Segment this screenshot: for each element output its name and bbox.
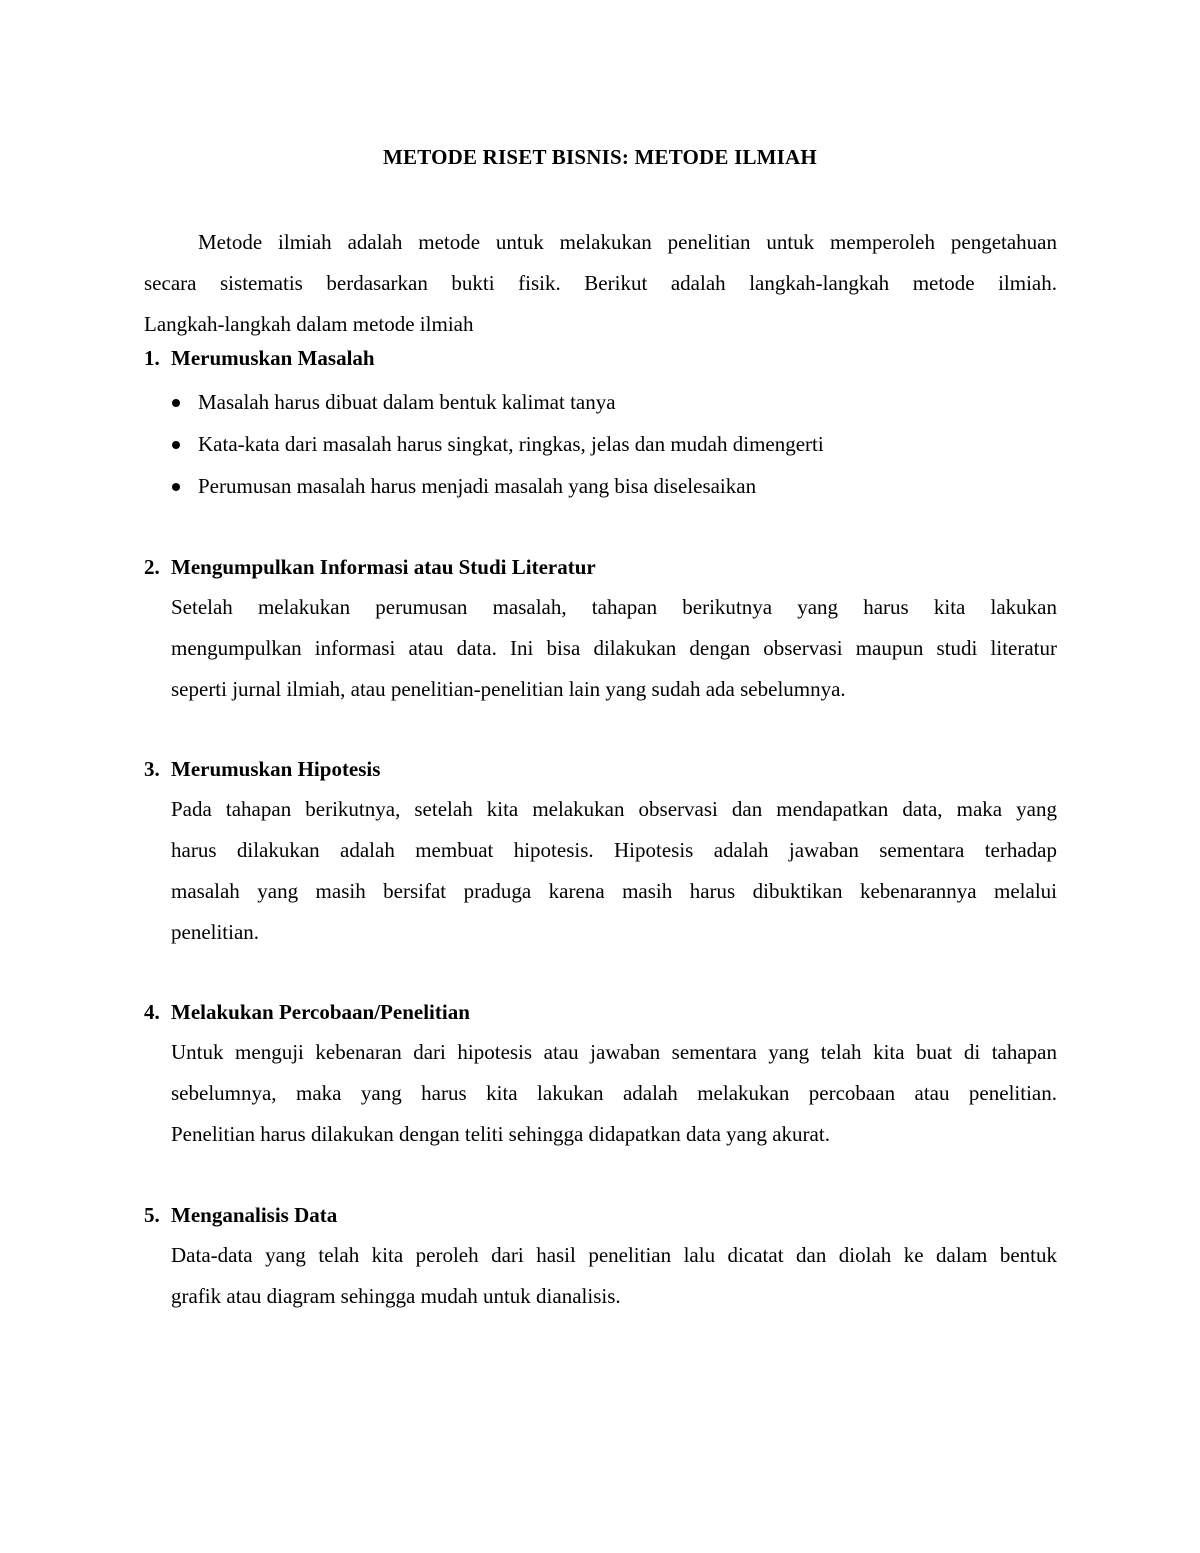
body-line: penelitian. [171,920,260,944]
section-title: Mengumpulkan Informasi atau Studi Literatur [171,555,596,579]
body-line: Penelitian harus dilakukan dengan teliti sehingga didapatkan data yang akurat. [171,1122,830,1146]
section-body [171,789,1057,953]
body-line: Pada tahapan berikutnya, setelah kita melakukan observasi dan mendapatkan data, maka yang [171,797,1057,821]
section-5 [144,1201,1057,1317]
section-heading [144,998,1057,1026]
section-heading [144,1201,1057,1229]
bullet-icon [172,441,180,449]
bullet-item [171,465,1057,507]
document-title: METODE RISET BISNIS: METODE ILMIAH [383,145,817,169]
intro-line: Langkah-langkah dalam metode ilmiah [144,312,474,336]
bullet-list [171,381,1057,507]
bullet-icon [172,399,180,407]
section-body [171,1032,1057,1155]
section-number: 3. [144,757,160,781]
section-1 [144,344,1057,507]
body-line: Data-data yang telah kita peroleh dari hasil penelitian lalu dicatat dan diolah ke dalam bentuk [171,1243,1057,1267]
intro-paragraph [144,222,1057,345]
body-line: sebelumnya, maka yang harus kita lakukan adalah melakukan percobaan atau penelitian. [171,1081,1057,1105]
section-heading [144,553,1057,581]
bullet-item [171,423,1057,465]
section-title: Merumuskan Hipotesis [171,757,381,781]
section-3 [144,755,1057,953]
body-line: Untuk menguji kebenaran dari hipotesis atau jawaban sementara yang telah kita buat di tahapan [171,1040,1057,1064]
body-line: grafik atau diagram sehingga mudah untuk dianalisis. [171,1284,621,1308]
bullet-item [171,381,1057,423]
bullet-text: Masalah harus dibuat dalam bentuk kalimat tanya [198,390,616,414]
body-line: masalah yang masih bersifat praduga karena masih harus dibuktikan kebenarannya melalui [171,879,1057,903]
bullet-icon [172,483,180,491]
section-title: Merumuskan Masalah [171,346,375,370]
section-title: Menganalisis Data [171,1203,338,1227]
body-line: mengumpulkan informasi atau data. Ini bisa dilakukan dengan observasi maupun studi literatur [171,636,1057,660]
body-line: seperti jurnal ilmiah, atau penelitian-penelitian lain yang sudah ada sebelumnya. [171,677,846,701]
bullet-text: Kata-kata dari masalah harus singkat, ringkas, jelas dan mudah dimengerti [198,432,824,456]
body-line: harus dilakukan adalah membuat hipotesis. Hipotesis adalah jawaban sementara terhadap [171,838,1057,862]
section-body [171,587,1057,710]
section-title: Melakukan Percobaan/Penelitian [171,1000,470,1024]
section-heading [144,344,1057,372]
section-heading [144,755,1057,783]
body-line: Setelah melakukan perumusan masalah, tahapan berikutnya yang harus kita lakukan [171,595,1057,619]
intro-line: Metode ilmiah adalah metode untuk melakukan penelitian untuk memperoleh pengetahuan [198,230,1057,254]
bullet-text: Perumusan masalah harus menjadi masalah yang bisa diselesaikan [198,474,757,498]
section-4 [144,998,1057,1155]
section-body [171,1235,1057,1317]
intro-line: secara sistematis berdasarkan bukti fisik. Berikut adalah langkah-langkah metode ilmiah. [144,271,1057,295]
section-number: 5. [144,1203,160,1227]
section-2 [144,553,1057,710]
section-number: 2. [144,555,160,579]
section-number: 1. [144,346,160,370]
section-number: 4. [144,1000,160,1024]
